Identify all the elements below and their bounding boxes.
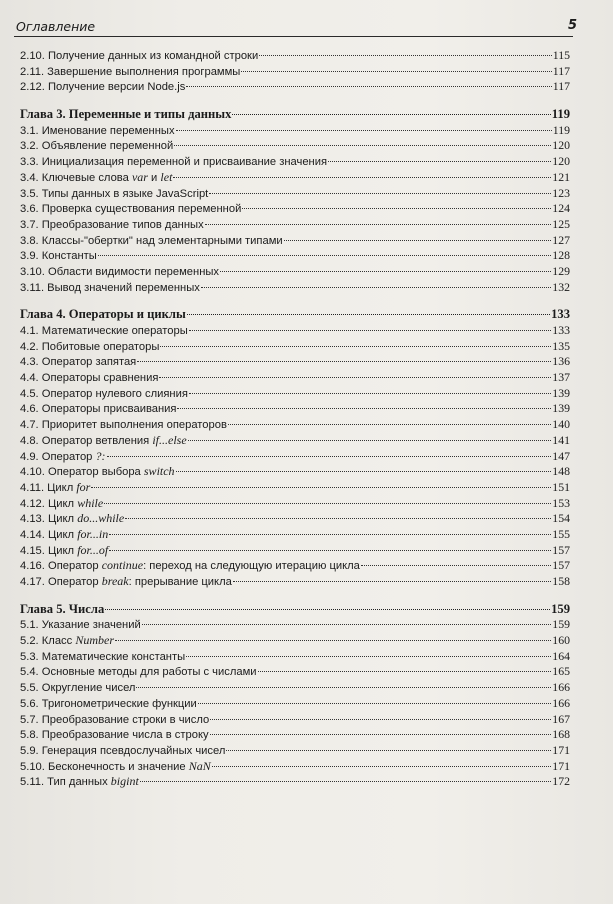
table-of-contents [20, 48, 570, 790]
entry-title [20, 402, 176, 418]
entry-page: 166 [552, 680, 570, 695]
entry-title [20, 371, 158, 387]
header-title: Оглавление [16, 19, 96, 34]
toc-entry [20, 633, 570, 649]
entry-title [20, 543, 108, 560]
entry-page: 168 [552, 727, 570, 742]
toc-entry [20, 743, 570, 759]
toc-entry [20, 48, 570, 64]
entry-title-text: : прерывание цикла [128, 576, 232, 588]
entry-page: 167 [552, 711, 570, 726]
entry-title-code: for [76, 479, 91, 494]
toc-entry [20, 233, 570, 249]
dot-leader [220, 271, 551, 272]
entry-title-text: 3.1. Именование переменных [20, 124, 175, 137]
entry-title-text: 4.5. Оператор нулевого слияния [20, 387, 188, 400]
toc-entry [20, 354, 570, 370]
entry-title-text: 2.11. Завершение выполнения программы [20, 65, 241, 78]
entry-page: 157 [552, 542, 570, 557]
entry-title-text: 5.8. Преобразование числа в строку [20, 729, 209, 742]
dot-leader [98, 255, 551, 256]
entry-title-code: continue [101, 558, 144, 573]
entry-title [20, 759, 211, 776]
entry-page: 129 [552, 263, 570, 278]
dot-leader [104, 503, 551, 504]
entry-title-code: do...while [77, 511, 125, 526]
toc-entry [20, 527, 570, 543]
entry-title [20, 418, 227, 434]
entry-title [20, 480, 90, 497]
toc-entry [20, 433, 570, 449]
toc-entry [20, 79, 570, 95]
entry-title-text: : переход на следующую итерацию цикла [143, 560, 360, 573]
dot-leader [210, 734, 552, 735]
entry-title [20, 744, 225, 760]
entry-title-text: 5.5. Округление чисел [20, 682, 136, 695]
toc-entry [20, 154, 570, 170]
toc-entry [20, 449, 570, 465]
entry-title-code: for...of [77, 542, 109, 557]
entry-page: 148 [552, 464, 570, 479]
dot-leader [284, 240, 552, 241]
toc-entry [20, 558, 570, 574]
chapter-page: 119 [551, 107, 570, 122]
toc-entry [20, 170, 570, 186]
entry-page: 128 [552, 248, 570, 263]
entry-page: 136 [552, 354, 570, 369]
entry-page: 172 [552, 774, 570, 789]
entry-page: 151 [552, 479, 570, 494]
entry-title-text: 4.16. Оператор [20, 560, 102, 573]
entry-title-text: 4.7. Приоритет выполнения операторов [20, 419, 227, 432]
dot-leader [176, 471, 552, 472]
dot-leader [187, 314, 550, 315]
chapter-page: 159 [551, 601, 570, 616]
toc-entry [20, 664, 570, 680]
entry-title [20, 728, 209, 744]
toc-entry [20, 264, 570, 280]
entry-title [20, 340, 159, 356]
toc-entry [20, 138, 570, 154]
toc-entry [20, 417, 570, 433]
entry-title [20, 464, 175, 481]
dot-leader [125, 518, 551, 519]
entry-title-code: let [160, 169, 173, 184]
toc-entry [20, 727, 570, 743]
toc-entry [20, 712, 570, 728]
chapter-title: Глава 5. Числа [20, 601, 105, 616]
toc-chapter-heading [20, 602, 570, 618]
entry-title [20, 139, 173, 155]
toc-entry [20, 759, 570, 775]
dot-leader [205, 224, 552, 225]
entry-title-text: 4.6. Операторы присваивания [20, 403, 177, 416]
chapter-page: 133 [551, 307, 570, 322]
entry-title [20, 433, 187, 450]
entry-title [20, 574, 232, 591]
toc-entry [20, 280, 570, 296]
entry-title-text: 4.13. Цикл [20, 513, 78, 526]
entry-title-text: 3.6. Проверка существования переменной [20, 203, 242, 216]
entry-title-code: break [101, 574, 129, 588]
entry-page: 137 [552, 370, 570, 385]
entry-title-code: switch [143, 464, 175, 479]
entry-title-text: 5.2. Класс [20, 635, 76, 648]
dot-leader [226, 750, 551, 751]
entry-title-code: for...in [77, 526, 109, 541]
entry-title [20, 449, 106, 466]
entry-page: 127 [552, 232, 570, 247]
toc-entry [20, 649, 570, 665]
entry-title-text: 3.7. Преобразование типов данных [20, 218, 204, 231]
entry-title [20, 155, 327, 171]
entry-page: 155 [552, 526, 570, 541]
dot-leader [186, 656, 551, 657]
entry-title-code: bigint [110, 774, 139, 789]
entry-title [20, 681, 135, 697]
entry-page: 141 [552, 432, 570, 447]
toc-entry [20, 401, 570, 417]
entry-title-text: 5.4. Основные методы для работы с числами [20, 666, 257, 679]
entry-title [20, 774, 139, 791]
toc-entry [20, 696, 570, 712]
entry-title-text: 4.4. Операторы сравнения [20, 372, 159, 385]
toc-entry [20, 496, 570, 512]
toc-entry [20, 217, 570, 233]
entry-title [20, 511, 124, 528]
entry-title-text: 5.9. Генерация псевдослучайных чисел [20, 744, 226, 757]
toc-entry [20, 186, 570, 202]
entry-page: 147 [552, 448, 570, 463]
entry-title-text: и [147, 171, 161, 184]
dot-leader [233, 581, 551, 582]
toc-entry [20, 774, 570, 790]
dot-leader [328, 161, 551, 162]
entry-page: 140 [552, 417, 570, 432]
entry-title-text: 3.10. Области видимости переменных [20, 265, 220, 278]
toc-entry [20, 574, 570, 590]
entry-page: 115 [552, 48, 570, 62]
entry-title [20, 187, 208, 203]
entry-title-text: 4.12. Цикл [20, 497, 78, 510]
dot-leader [259, 55, 552, 56]
entry-title [20, 65, 240, 81]
entry-title-text: 4.11. Цикл [20, 481, 77, 494]
entry-title [20, 633, 114, 650]
entry-title [20, 713, 209, 729]
running-header [14, 14, 577, 37]
toc-entry [20, 248, 570, 264]
entry-title [20, 265, 219, 281]
entry-page: 157 [552, 558, 570, 573]
entry-page: 159 [552, 617, 570, 632]
dot-leader [174, 145, 551, 146]
entry-page: 132 [552, 279, 570, 294]
entry-page: 123 [552, 185, 570, 200]
entry-page: 135 [552, 338, 570, 353]
toc-entry [20, 617, 570, 633]
dot-leader [212, 766, 552, 767]
dot-leader [198, 703, 551, 704]
dot-leader [91, 487, 551, 488]
toc-entry [20, 201, 570, 217]
entry-title [20, 697, 197, 713]
dot-leader [242, 208, 551, 209]
header-page-number: 5 [567, 18, 577, 33]
entry-page: 120 [552, 154, 570, 169]
entry-title [20, 124, 175, 140]
entry-title-text: 4.10. Оператор выбора [20, 466, 144, 479]
toc-entry [20, 511, 570, 527]
entry-title [20, 496, 103, 513]
entry-page: 164 [552, 648, 570, 663]
entry-title-text: 4.3. Оператор запятая [20, 356, 137, 369]
entry-title [20, 170, 172, 187]
entry-title [20, 281, 200, 297]
entry-title-text: 4.9. Оператор [20, 450, 96, 463]
entry-page: 171 [552, 758, 570, 773]
dot-leader [142, 624, 552, 625]
dot-leader [228, 424, 551, 425]
entry-title [20, 665, 257, 681]
entry-title [20, 234, 283, 250]
dot-leader [109, 550, 551, 551]
toc-entry [20, 323, 570, 339]
entry-title [20, 49, 258, 65]
dot-leader [186, 86, 551, 87]
entry-page: 139 [552, 401, 570, 416]
toc-entry [20, 64, 570, 80]
dot-leader [107, 456, 552, 457]
dot-leader [105, 609, 550, 610]
dot-leader [160, 346, 551, 347]
entry-page: 133 [552, 323, 570, 337]
dot-leader [188, 440, 552, 441]
chapter-title: Глава 3. Переменные и типы данных [20, 107, 232, 122]
entry-title [20, 202, 241, 218]
entry-title [20, 387, 188, 403]
toc-entry [20, 680, 570, 696]
entry-title-text: 3.11. Вывод значений переменных [20, 281, 200, 294]
entry-title-text: 5.3. Математические константы [20, 650, 186, 663]
toc-chapter-heading [20, 107, 570, 123]
toc-entry [20, 480, 570, 496]
entry-title-code: while [77, 495, 104, 510]
toc-entry [20, 370, 570, 386]
dot-leader [173, 177, 551, 178]
dot-leader [137, 361, 551, 362]
entry-title [20, 355, 136, 371]
entry-page: 153 [552, 495, 570, 510]
toc-chapter-heading [20, 307, 570, 323]
entry-title-code: if...else [152, 432, 187, 447]
dot-leader [209, 193, 551, 194]
entry-title-text: 4.2. Побитовые операторы [20, 340, 160, 353]
entry-title-code: ?: [95, 448, 106, 463]
chapter-title: Глава 4. Операторы и циклы [20, 307, 186, 322]
toc-entry [20, 464, 570, 480]
toc-entry [20, 123, 570, 139]
dot-leader [176, 130, 552, 131]
entry-page: 171 [552, 742, 570, 757]
entry-title [20, 249, 97, 265]
entry-title [20, 527, 108, 544]
dot-leader [232, 114, 550, 115]
entry-title-text: 2.10. Получение данных из командной строки [20, 50, 259, 62]
entry-page: 124 [552, 201, 570, 216]
entry-title [20, 650, 185, 666]
entry-page: 120 [552, 138, 570, 153]
entry-page: 160 [552, 633, 570, 648]
entry-title-text: 4.14. Цикл [20, 528, 78, 541]
entry-title-text: 3.2. Объявление переменной [20, 140, 174, 153]
entry-page: 121 [552, 169, 570, 184]
entry-page: 119 [552, 122, 570, 137]
dot-leader [361, 565, 551, 566]
entry-title-text: 3.3. Инициализация переменной и присваивание значения [20, 156, 328, 169]
entry-page: 125 [552, 216, 570, 231]
toc-entry [20, 543, 570, 559]
dot-leader [159, 377, 551, 378]
entry-title-code: NaN [188, 758, 211, 773]
toc-entry [20, 339, 570, 355]
entry-title-text: 5.11. Тип данных [20, 776, 111, 789]
entry-title [20, 324, 188, 340]
entry-page: 117 [552, 79, 570, 94]
entry-title-code: Number [75, 633, 115, 648]
entry-title-text: 5.6. Тригонометрические функции [20, 697, 197, 710]
entry-page: 165 [552, 664, 570, 679]
dot-leader [241, 71, 551, 72]
entry-title-text: 5.7. Преобразование строки в число [20, 713, 210, 726]
toc-entry [20, 386, 570, 402]
entry-title-text: 5.1. Указание значений [20, 619, 141, 632]
entry-page: 117 [552, 63, 570, 78]
dot-leader [115, 640, 551, 641]
entry-title-text: 4.1. Математические операторы [20, 325, 188, 337]
entry-title-text: 2.12. Получение версии Node.js [20, 81, 186, 94]
dot-leader [109, 534, 551, 535]
dot-leader [210, 719, 551, 720]
dot-leader [189, 393, 551, 394]
dot-leader [189, 330, 552, 331]
dot-leader [140, 781, 552, 782]
entry-title [20, 80, 185, 96]
entry-page: 166 [552, 695, 570, 710]
entry-title-code: var [131, 169, 148, 184]
entry-title-text: 3.5. Типы данных в языке JavaScript [20, 187, 209, 200]
entry-page: 158 [552, 574, 570, 588]
entry-title-text: 3.4. Ключевые слова [20, 171, 132, 184]
dot-leader [136, 687, 551, 688]
entry-title [20, 218, 204, 234]
entry-page: 154 [552, 511, 570, 526]
entry-title-text: 4.15. Цикл [20, 544, 78, 557]
entry-title-text: 4.8. Оператор ветвления [20, 434, 153, 447]
entry-title [20, 558, 360, 575]
entry-title-text: 4.17. Оператор [20, 576, 102, 588]
entry-title [20, 618, 141, 634]
entry-title-text: 3.8. Классы-"обертки" над элементарными типами [20, 234, 283, 247]
dot-leader [201, 287, 551, 288]
dot-leader [258, 671, 552, 672]
entry-title-text: 5.10. Бесконечность и значение [20, 760, 189, 773]
dot-leader [177, 408, 551, 409]
entry-title-text: 3.9. Константы [20, 250, 97, 263]
entry-page: 139 [552, 385, 570, 400]
